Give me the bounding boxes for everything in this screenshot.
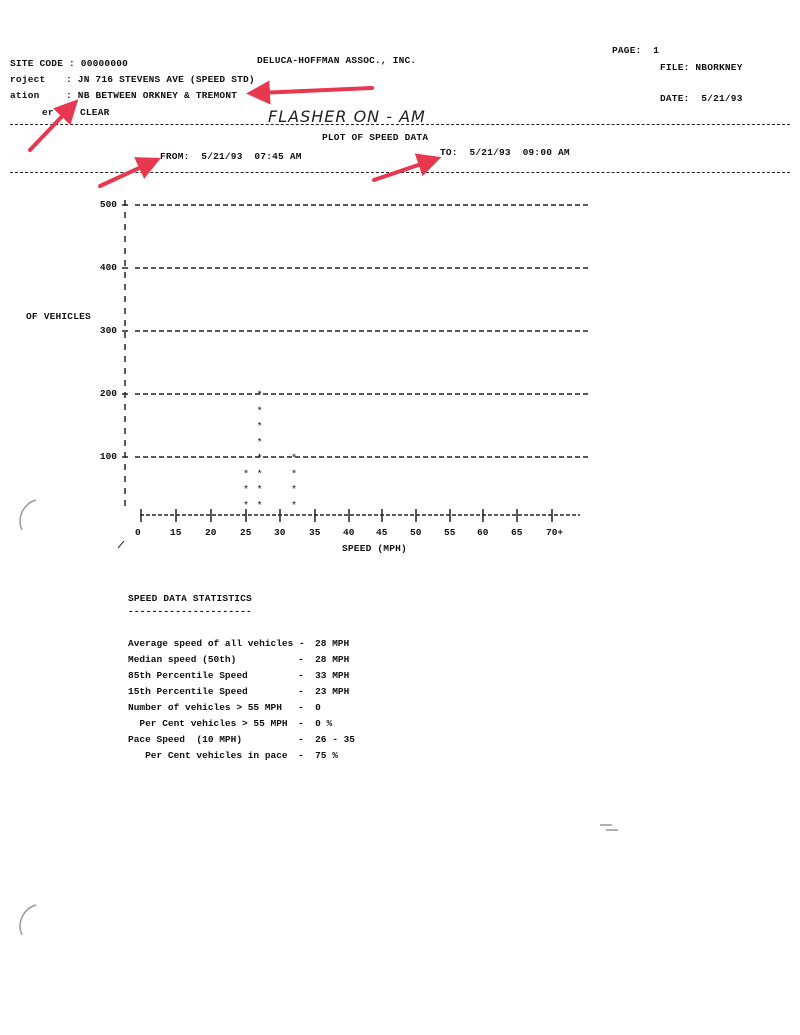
page-number: PAGE: 1 <box>612 45 660 56</box>
x-tick-label: 15 <box>170 527 182 538</box>
stat-label: Pace Speed (10 MPH) <box>128 734 243 745</box>
stat-label: Per Cent vehicles > 55 MPH <box>128 718 288 729</box>
weather-label: er <box>42 107 54 118</box>
y-tick-label: 300 <box>99 325 117 336</box>
stats-heading: SPEED DATA STATISTICS <box>128 593 252 604</box>
stat-value: - 33 MPH <box>298 670 350 681</box>
stats-underline: --------------------- <box>128 606 252 617</box>
x-tick-label: 30 <box>274 527 286 538</box>
stat-label: Number of vehicles > 55 MPH <box>128 702 282 713</box>
y-tick-label: 400 <box>99 262 117 273</box>
stat-label: 15th Percentile Speed <box>128 686 248 697</box>
x-tick-label: 50 <box>410 527 422 538</box>
y-tick-label: 200 <box>99 388 117 399</box>
x-axis-label: SPEED (MPH) <box>342 543 407 554</box>
stat-value: - 75 % <box>298 750 338 761</box>
x-tick-label: 35 <box>309 527 321 538</box>
project-value: : JN 716 STEVENS AVE (SPEED STD) <box>66 74 255 85</box>
stat-value: - 23 MPH <box>298 686 350 697</box>
x-tick-label: 60 <box>477 527 489 538</box>
plot-title: PLOT OF SPEED DATA <box>322 132 429 143</box>
file-name: FILE: NBORKNEY <box>660 62 743 73</box>
data-point: * <box>256 469 263 481</box>
stat-label: Per Cent vehicles in pace <box>128 750 288 761</box>
plot-from: FROM: 5/21/93 07:45 AM <box>160 151 302 162</box>
data-point: * <box>290 454 298 465</box>
site-code: SITE CODE : 00000000 <box>10 58 129 69</box>
data-point: * <box>290 469 298 481</box>
data-point: * <box>256 438 263 450</box>
data-point: * <box>290 501 298 513</box>
stat-label: Median speed (50th) <box>128 654 237 665</box>
stat-value: - 0 % <box>298 718 333 729</box>
data-point: * <box>290 485 298 497</box>
x-tick-label: 45 <box>376 527 388 538</box>
x-tick-label: 55 <box>444 527 456 538</box>
data-point: * <box>242 469 250 481</box>
stat-value: - 28 MPH <box>298 654 350 665</box>
x-tick-label: 20 <box>205 527 217 538</box>
data-point: * <box>256 391 263 402</box>
company-name: DELUCA-HOFFMAN ASSOC., INC. <box>257 55 417 66</box>
location-value: : NB BETWEEN ORKNEY & TREMONT <box>66 90 238 101</box>
data-point: * <box>242 485 250 497</box>
stat-label: Average speed of all vehicles - <box>128 638 305 649</box>
x-tick-label: 25 <box>240 527 252 538</box>
stat-value: - 0 <box>298 702 321 713</box>
stat-label: 85th Percentile Speed <box>128 670 248 681</box>
y-tick-label: 100 <box>99 451 117 462</box>
location-label: ation <box>10 90 40 101</box>
y-tick-label: 500 <box>99 199 117 210</box>
data-point: * <box>256 454 263 465</box>
handwritten-note: FLASHER ON - AM <box>268 107 426 126</box>
stat-value: 28 MPH <box>315 638 350 649</box>
stat-value: - 26 - 35 <box>298 734 356 745</box>
data-point: * <box>256 422 263 434</box>
project-label: roject <box>10 74 46 85</box>
x-tick-label: 40 <box>343 527 355 538</box>
data-point: * <box>242 501 250 513</box>
data-point: * <box>256 485 263 497</box>
plot-to: TO: 5/21/93 09:00 AM <box>440 147 570 158</box>
report-date: DATE: 5/21/93 <box>660 93 743 104</box>
data-point: * <box>256 406 263 418</box>
x-tick-label: 0 <box>135 527 141 538</box>
x-tick-label: 70+ <box>546 527 564 538</box>
x-tick-label: 65 <box>511 527 523 538</box>
data-point: * <box>256 501 263 513</box>
weather-value: CLEAR <box>80 107 110 118</box>
y-axis-label: OF VEHICLES <box>26 311 91 322</box>
